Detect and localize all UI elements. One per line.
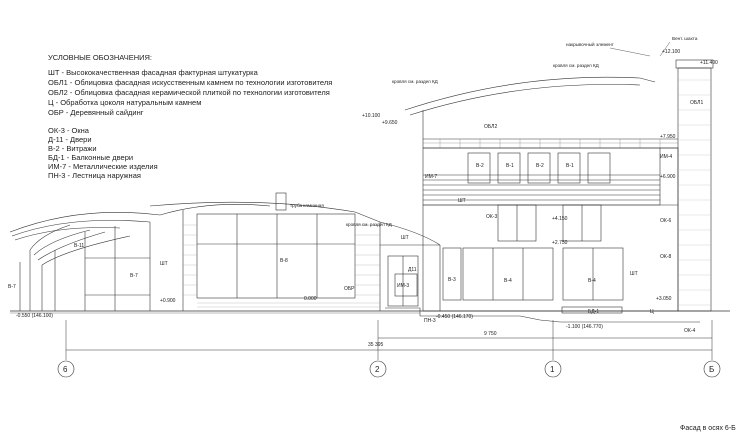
mark-obl2: ОБЛ2	[484, 124, 498, 130]
entrance	[380, 245, 440, 316]
mark-ok3: ОК-3	[486, 214, 498, 220]
stone-tower	[676, 60, 713, 311]
level-10: +0.900	[160, 298, 176, 304]
dim-overall: 35 395	[368, 342, 384, 348]
axis-label-b: Б	[709, 365, 715, 374]
legend-element-2: Д-11 - Двери	[48, 135, 92, 144]
mark-im3: ИМ-3	[397, 283, 410, 289]
dimension-lines	[66, 320, 712, 360]
legend-element-4: БД-1 - Балконные двери	[48, 153, 134, 162]
level-14: -1.100 (146.770)	[566, 324, 603, 330]
legend-element-3: В-2 - Витражи	[48, 144, 97, 153]
legend-element-6: ПН-3 - Лестница наружная	[48, 171, 141, 180]
legend-element-5: ИМ-7 - Металлические изделия	[48, 162, 158, 171]
level-6: +6.900	[660, 174, 676, 180]
legend-title: УСЛОВНЫЕ ОБОЗНАЧЕНИЯ:	[48, 53, 153, 62]
legend-material-2: ОБЛ1 - Облицовка фасадная искусственным камнем по технологии изготовителя	[48, 78, 333, 87]
level-3: +10.100	[362, 113, 381, 119]
stone-texture	[678, 80, 711, 305]
callout-chimney: труба каминная	[290, 203, 324, 208]
drawing-caption: Фасад в осях 6-Б	[680, 425, 736, 432]
level-13: -0.550 (146.100)	[16, 313, 53, 319]
mark-b1: В-1	[506, 163, 514, 169]
axis-markers	[58, 361, 720, 377]
mark-b7: В-7	[130, 273, 138, 279]
level-1: +12.100	[662, 49, 681, 55]
mark-pn3: ПН-3	[424, 318, 436, 324]
middle-block	[150, 193, 440, 311]
level-12: -0.450 (146.170)	[436, 314, 473, 320]
axis-label-2: 2	[375, 365, 380, 374]
legend-material-1: ШТ - Высококачественная фасадная фактурная штукатурка	[48, 68, 258, 77]
brick-band	[423, 139, 678, 148]
mark-b2: В-2	[476, 163, 484, 169]
mark-b7-left: В-7	[8, 284, 16, 290]
axis-label-6: 6	[63, 365, 68, 374]
leader-cap	[610, 48, 650, 56]
level-2: +11.400	[700, 60, 718, 66]
callout-roof-1: кровля см. раздел КД	[553, 63, 599, 68]
dim-span: 9 750	[484, 331, 497, 337]
level-9: +2.750	[552, 240, 568, 246]
callout-roof-3: кровля см. раздел КД	[346, 222, 392, 227]
mark-c: Ц	[650, 309, 654, 315]
mark-ok8: ОК-8	[660, 254, 672, 260]
mark-obl1: ОБЛ1	[690, 100, 704, 106]
axis-label-1: 1	[550, 365, 555, 374]
callout-cap: накрывочный элемент	[566, 42, 614, 47]
level-7: +4.150	[552, 216, 568, 222]
mark-sht-2: ШТ	[401, 235, 409, 241]
mark-im4: ИМ-4	[660, 154, 673, 160]
mark-bd1: БД-1	[588, 309, 600, 315]
mark-ok6: ОК-6	[660, 218, 672, 224]
level-11: 0.000	[304, 296, 317, 302]
mark-b4b: В-4	[588, 278, 596, 284]
mark-b2b: В-2	[536, 163, 544, 169]
callout-vent: Вент. шахта	[672, 36, 698, 41]
mark-b3: В-3	[448, 277, 456, 283]
mark-b4: В-4	[504, 278, 512, 284]
callout-roof-2: кровля см. раздел КД	[392, 79, 438, 84]
main-building	[405, 77, 678, 313]
mark-d11: Д11	[408, 267, 417, 273]
level-4: +9.650	[382, 120, 398, 126]
mark-b8: В-8	[280, 258, 288, 264]
mark-b1b: В-1	[566, 163, 574, 169]
level-8: +3.050	[656, 296, 672, 302]
legend-element-1: ОК-3 - Окна	[48, 126, 89, 135]
mark-sht-4: ШТ	[630, 271, 638, 277]
legend-material-5: ОБР - Деревянный сайдинг	[48, 108, 144, 117]
mark-sht-1: ШТ	[160, 261, 168, 267]
mark-im7: ИМ-7	[425, 174, 438, 180]
mark-ok4: ОК-4	[684, 328, 696, 334]
siding-lines	[183, 225, 380, 307]
canopy	[10, 204, 270, 311]
legend-material-3: ОБЛ2 - Облицовка фасадная керамической плиткой по технологии изготовителя	[48, 88, 330, 97]
mark-b11: В-11	[74, 243, 85, 249]
level-5: +7.950	[660, 134, 676, 140]
mark-sht-3: ШТ	[458, 198, 466, 204]
mark-obr: ОБР	[344, 286, 355, 292]
legend-material-4: Ц - Обработка цоколя натуральным камнем	[48, 98, 202, 107]
